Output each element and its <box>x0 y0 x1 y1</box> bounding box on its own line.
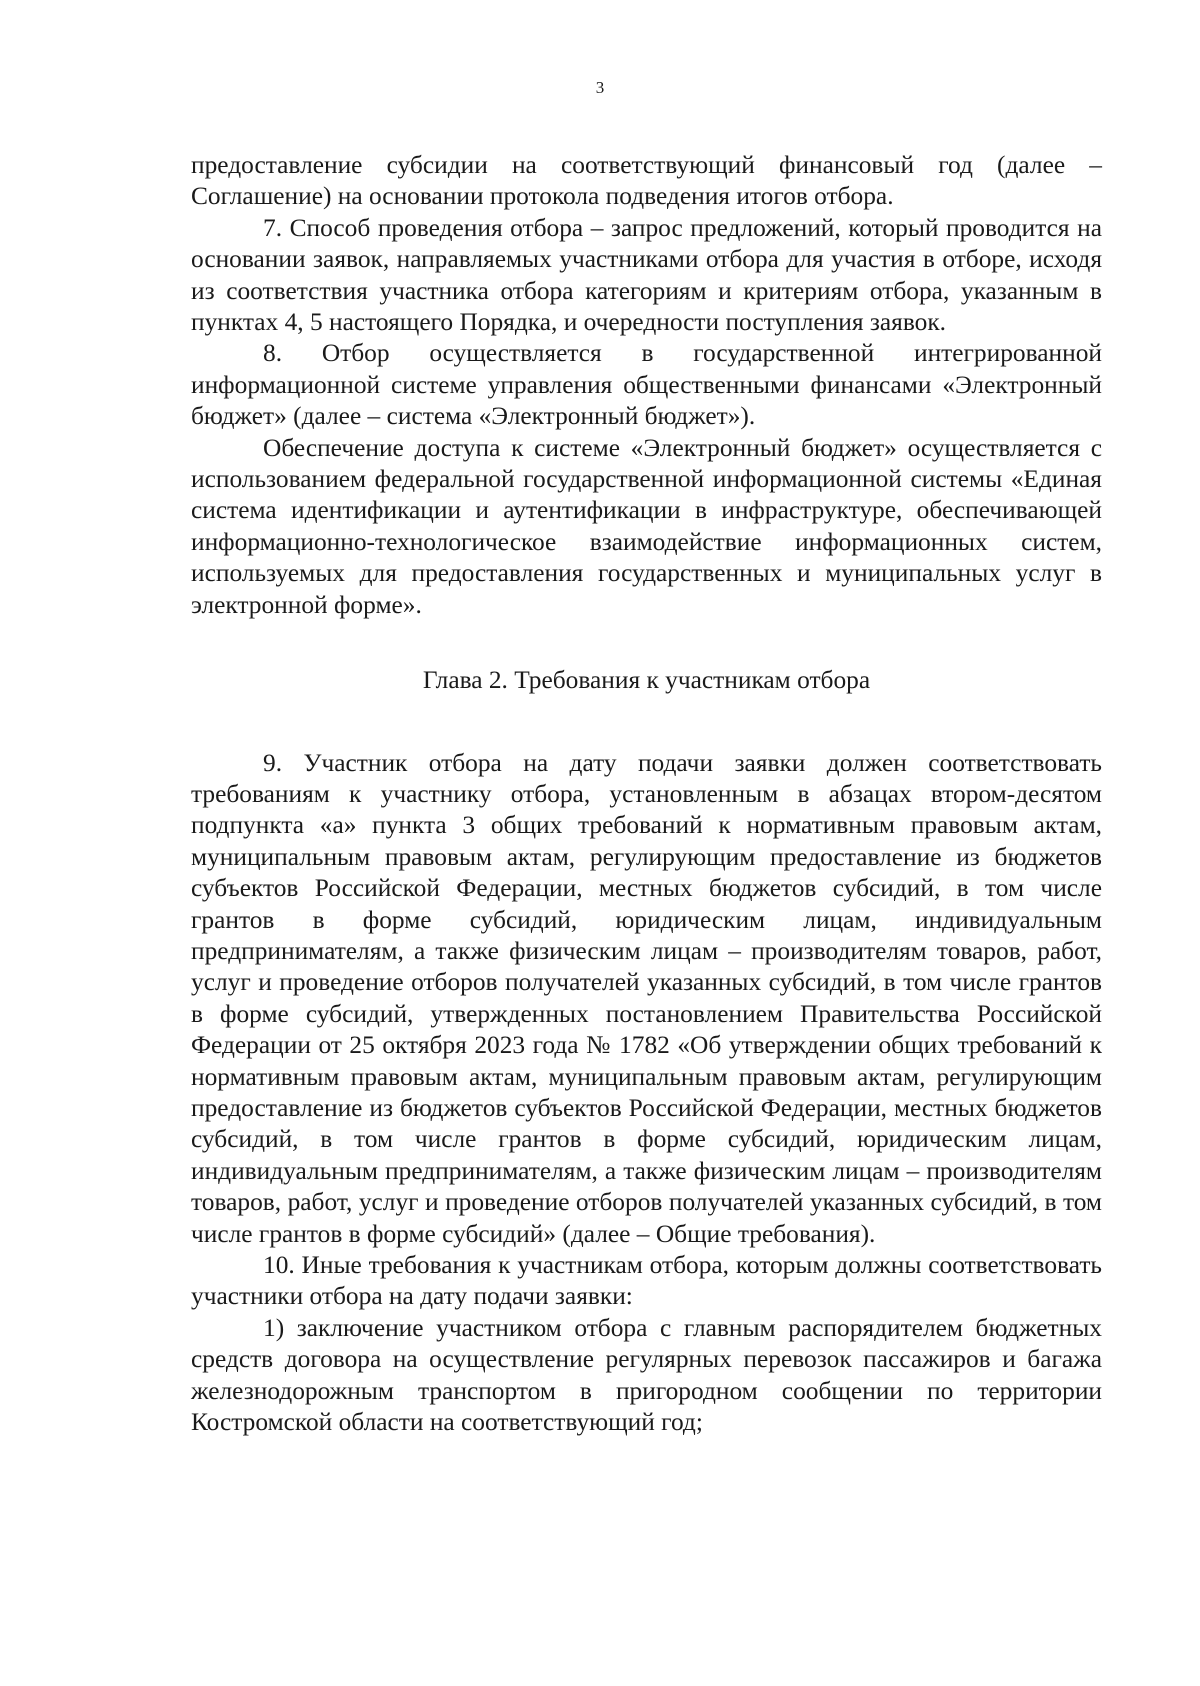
chapter-heading: Глава 2. Требования к участникам отбора <box>422 666 871 695</box>
paragraph-item-9: 9. Участник отбора на дату подачи заявки должен соответствовать требованиям к участнику отбора, установленным в абзацах втором-десятом подпункта «а» пункта 3 общих требований к нормативным правовым актам, муниципальным правовым актам, регулирующим предоставление из бюджетов субъектов Российской Федерации, местных бюджетов субсидий, в том числе грантов в форме субсидий, юридическим лицам, индивидуальным предпринимателям, а также физическим лицам – производителям товаров, работ, услуг и проведение отборов получателей указанных субсидий, в том числе грантов в форме субсидий, утвержденных постановлением Правительства Российской Федерации от 25 октября 2023 года № 1782 «Об утверждении общих требований к нормативным правовым актам, муниципальным правовым актам, регулирующим предоставление из бюджетов субъектов Российской Федерации, местных бюджетов субсидий, в том числе грантов в форме субсидий, юридическим лицам, индивидуальным предпринимателям, а также физическим лицам – производителям товаров, работ, услуг и проведение отборов получателей указанных субсидий, в том числе грантов в форме субсидий» (далее – Общие требования). <box>191 748 1102 1248</box>
paragraph-subitem-1: 1) заключение участником отбора с главным распорядителем бюджетных средств договора на осуществление регулярных перевозок пассажиров и багажа железнодорожным транспортом в пригородном сообщении по территории Костромской области на соответствующий год; <box>191 1313 1102 1437</box>
paragraph-item-8: 8. Отбор осуществляется в государственной интегрированной информационной системе управления общественными финансами «Электронный бюджет» (далее – система «Электронный бюджет»). <box>191 339 1102 431</box>
paragraph-access: Обеспечение доступа к системе «Электронный бюджет» осуществляется с использованием федеральной государственной информационной системы «Единая система идентификации и аутентификации в инфраструктуре, обеспечивающей информационно-технологическое взаимодействие информационных систем, используемых для предоставления государственных и муниципальных услуг в электронной форме». <box>191 433 1102 619</box>
page-number: 3 <box>595 78 605 97</box>
paragraph-continuation: предоставление субсидии на соответствующий финансовый год (далее – Соглашение) на основании протокола подведения итогов отбора. <box>191 151 1102 211</box>
paragraph-item-10: 10. Иные требования к участникам отбора, которым должны соответствовать участники отбора на дату подачи заявки: <box>191 1251 1102 1311</box>
document-body <box>191 150 1102 1438</box>
paragraph-item-7: 7. Способ проведения отбора – запрос предложений, который проводится на основании заявок, направляемых участниками отбора для участия в отборе, исходя из соответствия участника отбора категориям и критериям отбора, указанным в пунктах 4, 5 настоящего Порядка, и очередности поступления заявок. <box>191 213 1102 337</box>
